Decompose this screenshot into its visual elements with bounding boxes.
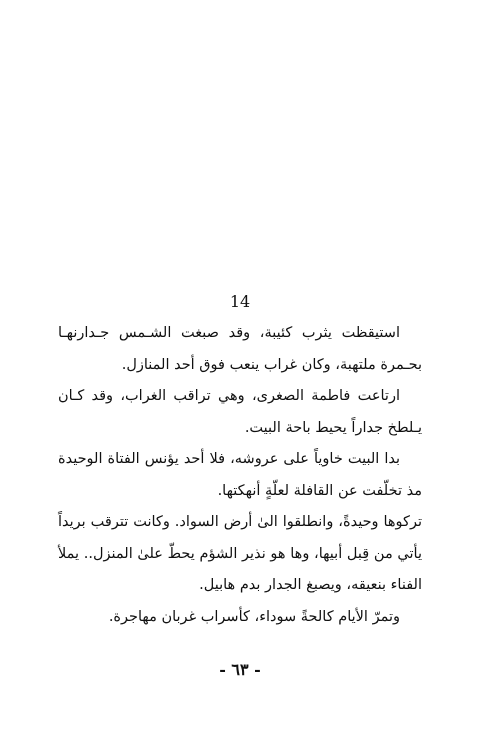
paragraph-4: تركوها وحيدةً، وانطلقوا الىٰ أرض السواد. وكانت تترقب بريداً يأتي من قِبل أبيها، وها هو نذير الشؤم يحطّ علىٰ المنزل.. يملأ الفناء بنعيقه، ويصبغ الجدار بدم هابيل. <box>58 514 422 593</box>
paragraph-1: استيقظت يثرب كئيبة، وقد صبغت الشـمس جـدارنهـا بحـمرة ملتهبة، وكان غراب ينعب فوق أحد المنازل. <box>58 325 422 373</box>
paragraph-5: وتمرّ الأيام كالحةً سوداء، كأسراب غربان مهاجرة. <box>108 608 400 625</box>
page-number: - ٦٣ - <box>219 660 261 679</box>
paragraph-3: بدا البيت خاوياً على عروشه، فلا أحد يؤنس الفتاة الوحيدة مذ تخلّفت عن القافلة لعلّةٍ أنهكتها. <box>58 451 422 499</box>
paragraph-2: ارتاعت فاطمة الصغرى، وهي تراقب الغراب، وقد كـان يـلطخ جداراً يحيط باحة البيت. <box>58 388 422 436</box>
body-text <box>58 318 422 633</box>
chapter-number: 14 <box>229 292 251 311</box>
